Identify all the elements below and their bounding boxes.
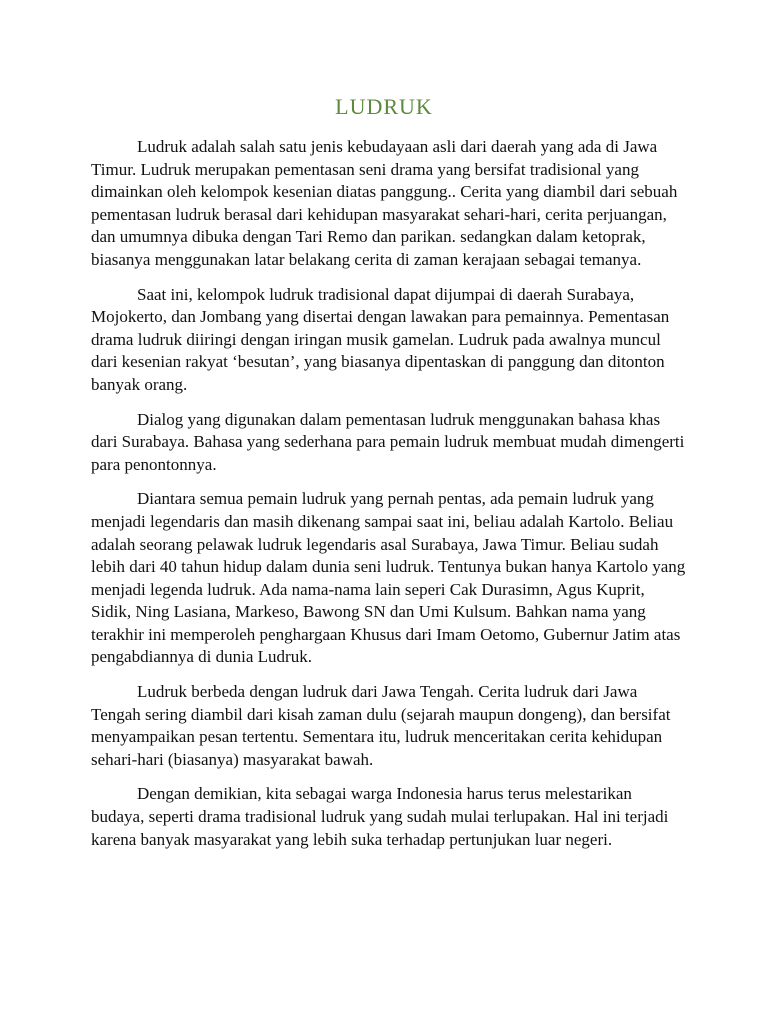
paragraph-4: Diantara semua pemain ludruk yang pernah pentas, ada pemain ludruk yang menjadi legendaris dan masih dikenang sampai saat ini, beliau adalah Kartolo. Beliau adalah seorang pelawak ludruk legendaris asal Surabaya, Jawa Timur. Beliau sudah lebih dari 40 tahun hidup dalam dunia seni ludruk. Tentunya bukan hanya Kartolo yang menjadi legenda ludruk. Ada nama-nama lain seperi Cak Durasimn, Agus Kuprit, Sidik, Ning Lasiana, Markeso, Bawong SN dan Umi Kulsum. Bahkan nama yang terakhir ini memperoleh penghargaan Khusus dari Imam Oetomo, Gubernur Jatim atas pengabdiannya di dunia Ludruk. bbox=[91, 489, 686, 667]
paragraph-5: Ludruk berbeda dengan ludruk dari Jawa Tengah. Cerita ludruk dari Jawa Tengah sering diambil dari kisah zaman dulu (sejarah maupun dongeng), dan bersifat menyampaikan pesan tertentu. Sementara itu, ludruk menceritakan cerita kehidupan sehari-hari (biasanya) masyarakat bawah. bbox=[91, 682, 671, 769]
paragraph-2: Saat ini, kelompok ludruk tradisional dapat dijumpai di daerah Surabaya, Mojokerto, dan Jombang yang disertai dengan lawakan para pemainnya. Pementasan drama ludruk diiringi dengan iringan musik gamelan. Ludruk pada awalnya muncul dari kesenian rakyat ‘besutan’, yang biasanya dipentaskan di panggung dan ditonton banyak orang. bbox=[91, 284, 670, 394]
document-body bbox=[91, 136, 687, 863]
paragraph-6: Dengan demikian, kita sebagai warga Indonesia harus terus melestarikan budaya, seperti drama tradisional ludruk yang sudah mulai terlupakan. Hal ini terjadi karena banyak masyarakat yang lebih suka terhadap pertunjukan luar negeri. bbox=[91, 784, 669, 849]
paragraph-3: Dialog yang digunakan dalam pementasan ludruk menggunakan bahasa khas dari Surabaya. Bahasa yang sederhana para pemain ludruk membuat mudah dimengerti para penontonnya. bbox=[91, 409, 685, 474]
document-title: LUDRUK bbox=[335, 94, 433, 119]
paragraph-1: Ludruk adalah salah satu jenis kebudayaan asli dari daerah yang ada di Jawa Timur. Ludruk merupakan pementasan seni drama yang bersifat tradisional yang dimainkan oleh kelompok kesenian diatas panggung.. Cerita yang diambil dari sebuah pementasan ludruk berasal dari kehidupan masyarakat sehari-hari, cerita perjuangan, dan umumnya dibuka dengan Tari Remo dan parikan. sedangkan dalam ketoprak, biasanya menggunakan latar belakang cerita di zaman kerajaan sebagai temanya. bbox=[91, 137, 678, 269]
